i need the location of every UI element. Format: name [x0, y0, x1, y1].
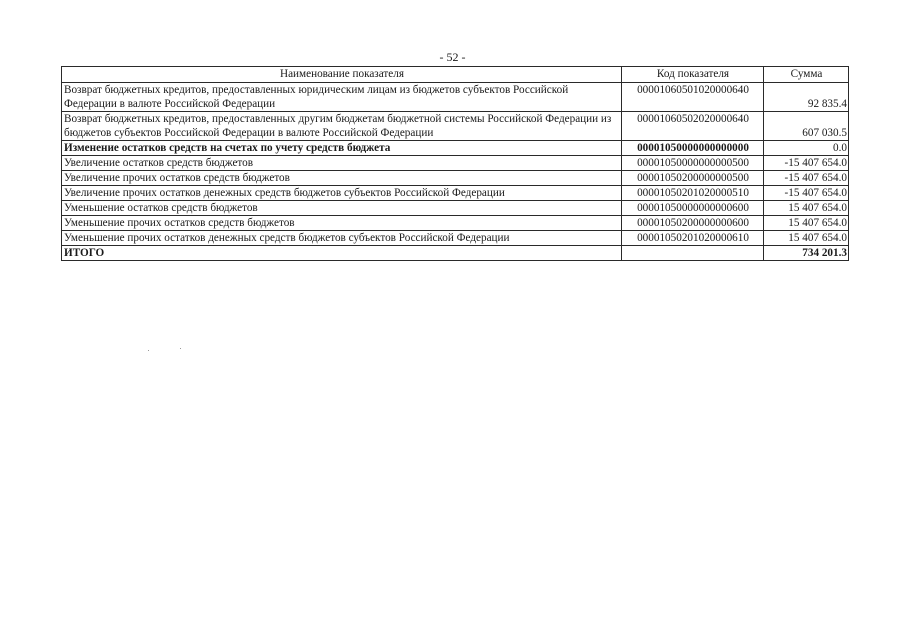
row-code: 00001050000000000600	[622, 201, 764, 216]
table-row	[62, 156, 849, 171]
row-name: Уменьшение остатков средств бюджетов	[62, 201, 622, 216]
row-sum: 607 030.5	[764, 112, 849, 141]
row-code: 00001050200000000500	[622, 171, 764, 186]
page-number: - 52 -	[439, 50, 466, 64]
table-row	[62, 112, 849, 141]
row-code: 00001060502020000640	[622, 112, 764, 141]
row-name: Увеличение прочих остатков средств бюджетов	[62, 171, 622, 186]
row-code: 00001060501020000640	[622, 83, 764, 112]
row-name: Увеличение прочих остатков денежных средств бюджетов субъектов Российской Федерации	[62, 186, 622, 201]
row-code: 00001050201020000510	[622, 186, 764, 201]
row-name: Увеличение остатков средств бюджетов	[62, 156, 622, 171]
scan-speck	[148, 348, 151, 351]
row-sum: 0.0	[764, 141, 849, 156]
header-indicator-name: Наименование показателя	[62, 67, 622, 83]
row-name: Возврат бюджетных кредитов, предоставленных другим бюджетам бюджетной системы Российской Федерации из бюджетов субъектов Российской Федерации в валюте Российской Федерации	[62, 112, 622, 141]
table-row	[62, 83, 849, 112]
row-name: ИТОГО	[62, 246, 622, 261]
header-indicator-code: Код показателя	[622, 67, 764, 83]
row-sum: -15 407 654.0	[764, 171, 849, 186]
table-header-row	[62, 67, 849, 83]
sources-of-financing-table	[61, 66, 849, 261]
row-sum: 734 201.3	[764, 246, 849, 261]
row-code: 00001050000000000000	[622, 141, 764, 156]
row-sum: -15 407 654.0	[764, 156, 849, 171]
table-row	[62, 216, 849, 231]
row-sum: 15 407 654.0	[764, 231, 849, 246]
table-row	[62, 231, 849, 246]
table-row-total	[62, 246, 849, 261]
row-code: 00001050201020000610	[622, 231, 764, 246]
row-code: 00001050000000000500	[622, 156, 764, 171]
table-row-subtotal	[62, 141, 849, 156]
table-row	[62, 186, 849, 201]
row-name: Возврат бюджетных кредитов, предоставленных юридическим лицам из бюджетов субъектов Российской Федерации в валюте Российской Федерации	[62, 83, 622, 112]
row-code	[622, 246, 764, 261]
row-sum: -15 407 654.0	[764, 186, 849, 201]
row-sum: 15 407 654.0	[764, 216, 849, 231]
row-code: 00001050200000000600	[622, 216, 764, 231]
row-name: Уменьшение прочих остатков средств бюджетов	[62, 216, 622, 231]
row-sum: 15 407 654.0	[764, 201, 849, 216]
header-sum: Сумма	[764, 67, 849, 83]
table-row	[62, 201, 849, 216]
row-name: Уменьшение прочих остатков денежных средств бюджетов субъектов Российской Федерации	[62, 231, 622, 246]
row-name: Изменение остатков средств на счетах по учету средств бюджета	[62, 141, 622, 156]
row-sum: 92 835.4	[764, 83, 849, 112]
table-row	[62, 171, 849, 186]
